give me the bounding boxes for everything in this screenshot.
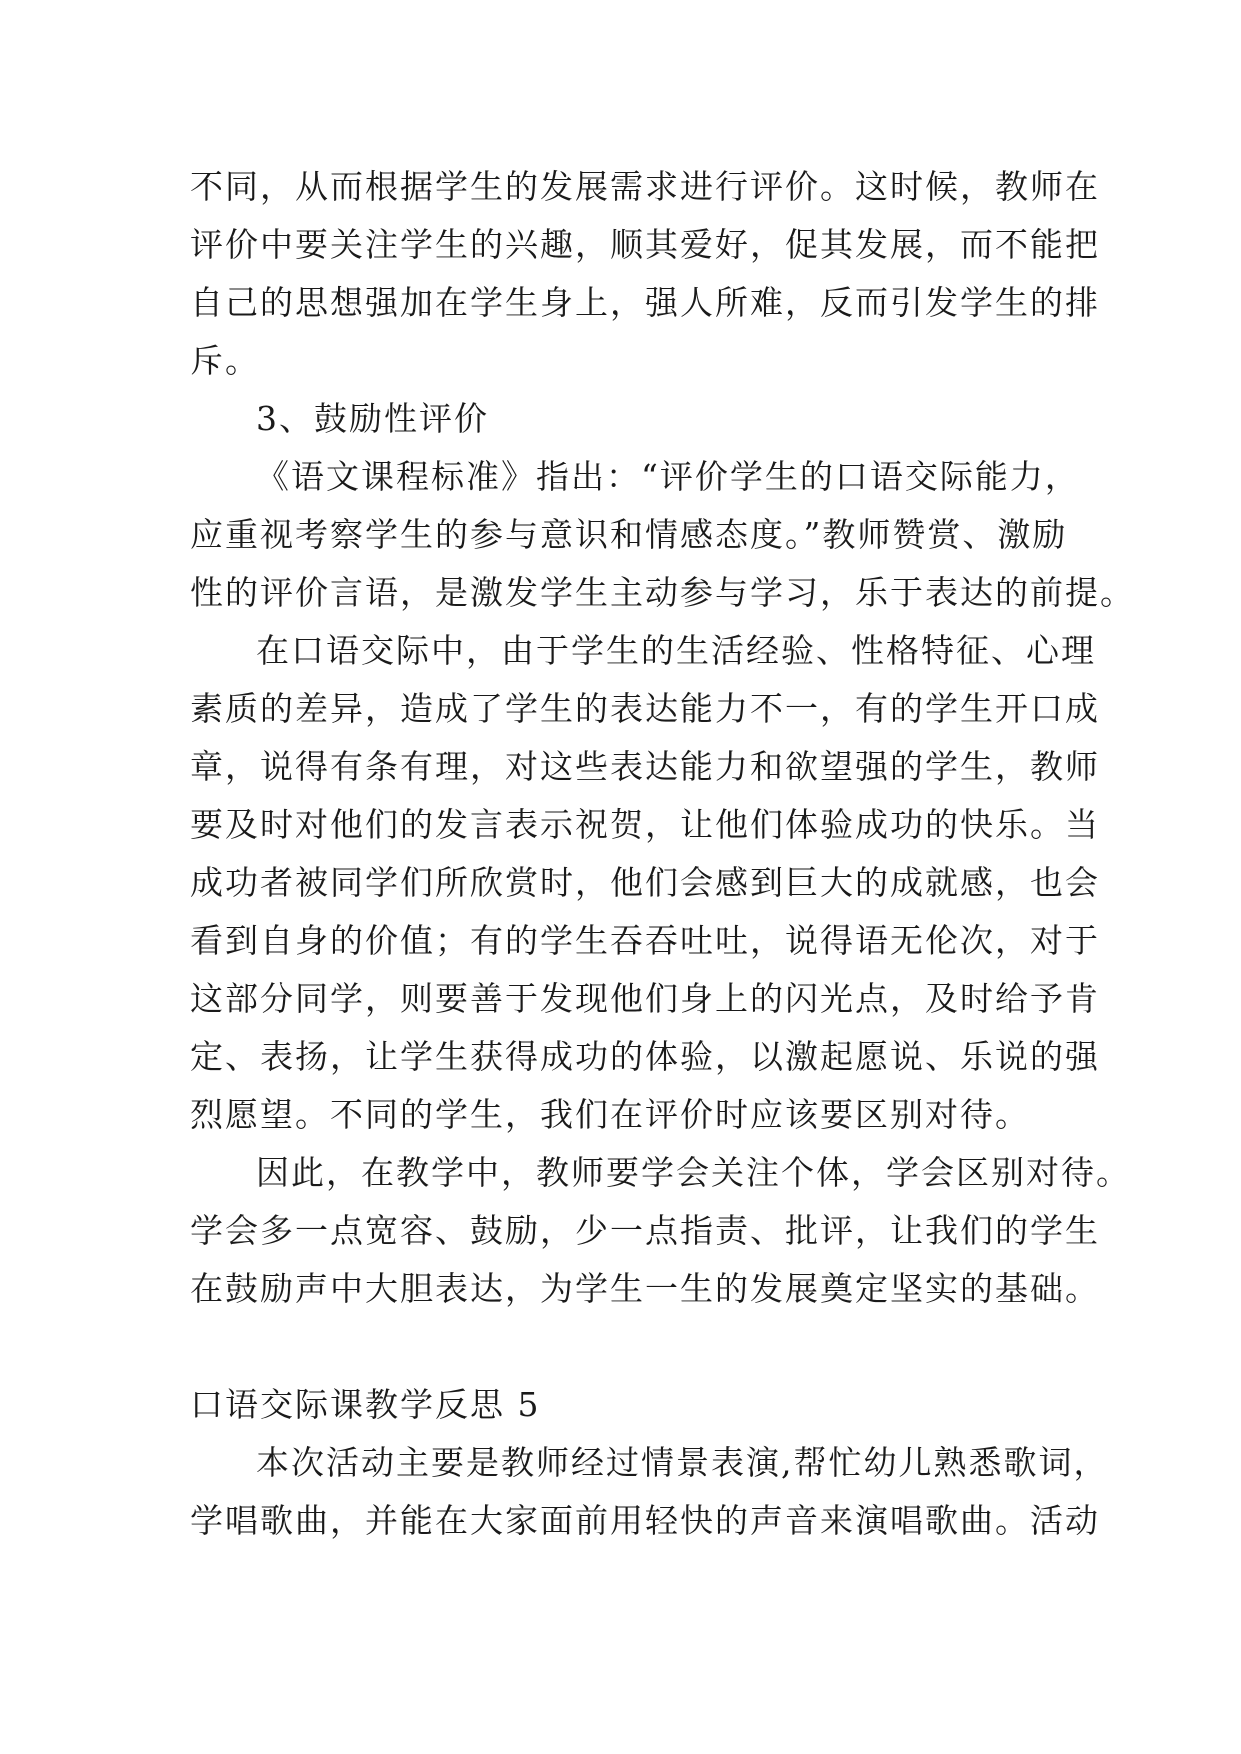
text-line: 《语文课程标准》指出：“评价学生的口语交际能力，: [256, 457, 1080, 496]
text-line: 斥。: [190, 341, 260, 380]
text-line: 在鼓励声中大胆表达，为学生一生的发展奠定坚实的基础。: [190, 1269, 1100, 1308]
text-line: 学会多一点宽容、鼓励，少一点指责、批评，让我们的学生: [190, 1211, 1100, 1250]
text-line: 因此，在教学中，教师要学会关注个体，学会区别对待。: [256, 1153, 1131, 1192]
text-line: 要及时对他们的发言表示祝贺，让他们体验成功的快乐。当: [190, 805, 1100, 844]
text-line: 看到自身的价值；有的学生吞吞吐吐，说得语无伦次，对于: [190, 921, 1100, 960]
text-line: 章，说得有条有理，对这些表达能力和欲望强的学生，教师: [190, 747, 1100, 786]
text-line: 素质的差异，造成了学生的表达能力不一，有的学生开口成: [190, 689, 1100, 728]
text-line: 定、表扬，让学生获得成功的体验，以激起愿说、乐说的强: [190, 1037, 1100, 1076]
text-line: 评价中要关注学生的兴趣，顺其爱好，促其发展，而不能把: [190, 225, 1100, 264]
text-line: 在口语交际中，由于学生的生活经验、性格特征、心理: [256, 631, 1096, 670]
text-line: 烈愿望。不同的学生，我们在评价时应该要区别对待。: [190, 1095, 1030, 1134]
text-line: 性的评价言语，是激发学生主动参与学习，乐于表达的前提。: [190, 573, 1135, 612]
text-line: 自己的思想强加在学生身上，强人所难，反而引发学生的排: [190, 283, 1100, 322]
document-body: [190, 158, 1135, 1550]
text-line: 本次活动主要是教师经过情景表演,帮忙幼儿熟悉歌词，: [256, 1443, 1109, 1482]
section-spacer: [190, 1318, 1055, 1376]
text-line: 不同，从而根据学生的发展需求进行评价。这时候，教师在: [190, 167, 1100, 206]
text-line: 这部分同学，则要善于发现他们身上的闪光点，及时给予肯: [190, 979, 1100, 1018]
section-title: 口语交际课教学反思 5: [190, 1385, 541, 1424]
text-line: 应重视考察学生的参与意识和情感态度。”教师赞赏、激励: [190, 515, 1068, 554]
text-line: 学唱歌曲，并能在大家面前用轻快的声音来演唱歌曲。活动: [190, 1501, 1100, 1540]
section-heading: 3、鼓励性评价: [256, 399, 489, 438]
text-line: 成功者被同学们所欣赏时，他们会感到巨大的成就感，也会: [190, 863, 1100, 902]
